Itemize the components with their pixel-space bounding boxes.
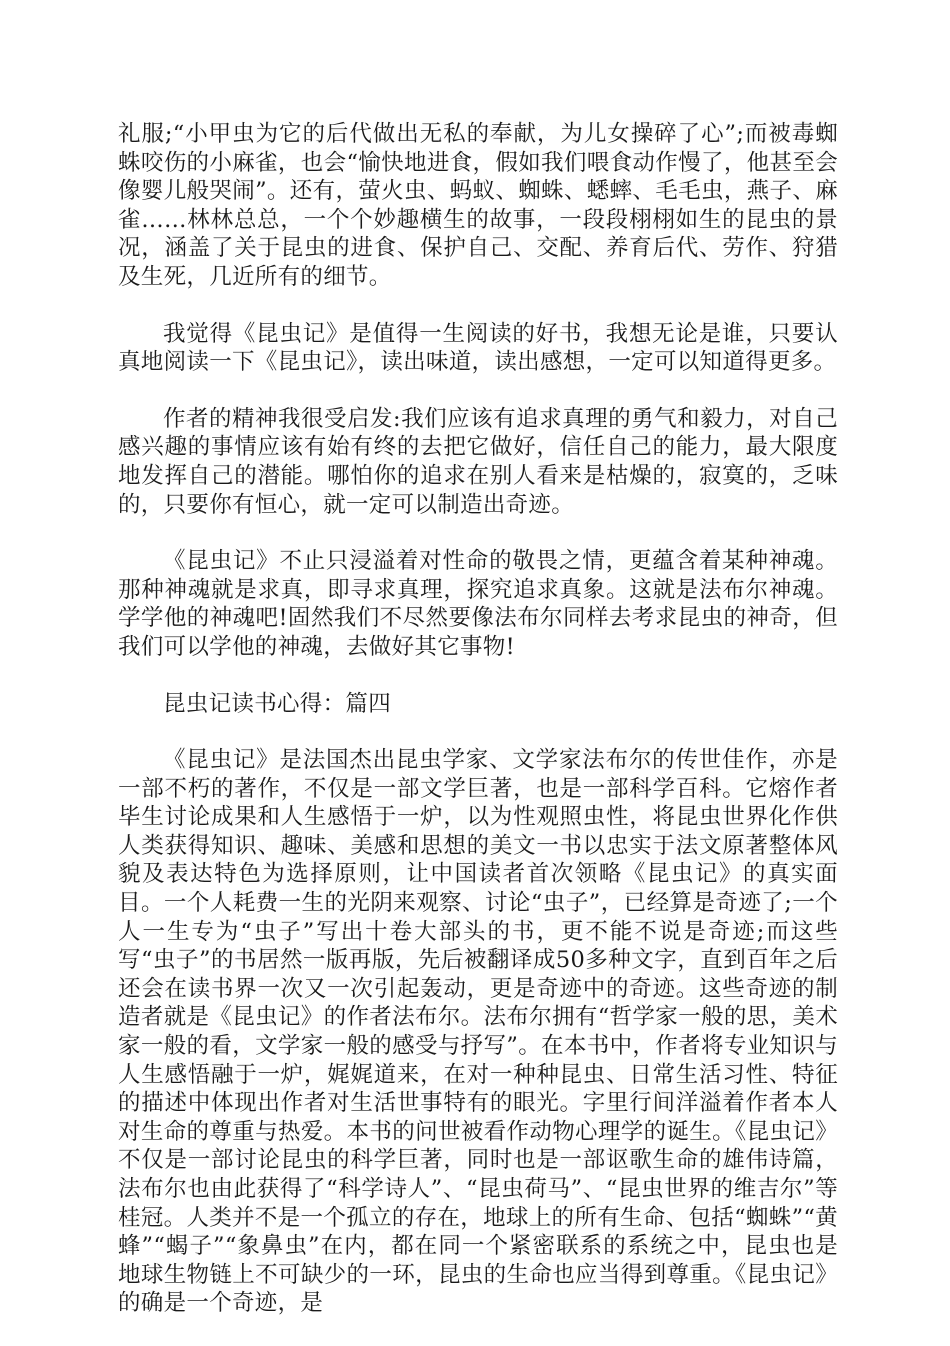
paragraph-continued: 礼服;“小甲虫为它的后代做出无私的奉献，为儿女操碎了心”;而被毒蜘蛛咬伤的小麻雀，也会“愉快地进食，假如我们喂食动作慢了，他甚至会像婴儿般哭闹”。还有，萤火虫、蚂蚁、蜘蛛、蟋蟀、毛毛虫，燕子、麻雀……林林总总，一个个妙趣横生的故事，一段段栩栩如生的昆虫的景况，涵盖了关于昆虫的进食、保护自己、交配、养育后代、劳作、狩猎及生死，几近所有的细节。 xyxy=(118,121,838,290)
document-body xyxy=(118,120,838,1346)
paragraph-recommendation: 我觉得《昆虫记》是值得一生阅读的好书，我想无论是谁，只要认真地阅读一下《昆虫记》，读出味道，读出感想，一定可以知道得更多。 xyxy=(118,320,838,376)
paragraph-inspiration: 作者的精神我很受启发:我们应该有追求真理的勇气和毅力，对自己感兴趣的事情应该有始有终的去把它做好，信任自己的能力，最大限度地发挥自己的潜能。哪怕你的追求在别人看来是枯燥的，寂寞的，乏味的，只要你有恒心，就一定可以制造出奇迹。 xyxy=(118,405,838,518)
paragraph-intro-fabre: 《昆虫记》是法国杰出昆虫学家、文学家法布尔的传世佳作，亦是一部不朽的著作，不仅是一部文学巨著，也是一部科学百科。它熔作者毕生讨论成果和人生感悟于一炉，以为性观照虫性，将昆虫世界化作供人类获得知识、趣味、美感和思想的美文一书以忠实于法文原著整体风貌及表达特色为选择原则，让中国读者首次领略《昆虫记》的真实面目。一个人耗费一生的光阴来观察、讨论“虫子”，已经算是奇迹了;一个人一生专为“虫子”写出十卷大部头的书，更不能不说是奇迹;而这些写“虫子”的书居然一版再版，先后被翻译成50多种文字，直到百年之后还会在读书界一次又一次引起轰动，更是奇迹中的奇迹。这些奇迹的制造者就是《昆虫记》的作者法布尔。法布尔拥有“哲学家一般的思，美术家一般的看，文学家一般的感受与抒写”。在本书中，作者将专业知识与人生感悟融于一炉，娓娓道来，在对一种种昆虫、日常生活习性、特征的描述中体现出作者对生活世事特有的眼光。字里行间洋溢着作者本人对生命的尊重与热爱。本书的问世被看作动物心理学的诞生。《昆虫记》不仅是一部讨论昆虫的科学巨著，同时也是一部讴歌生命的雄伟诗篇，法布尔也由此获得了“科学诗人”、“昆虫荷马”、“昆虫世界的维吉尔”等桂冠。人类并不是一个孤立的存在，地球上的所有生命、包括“蜘蛛”“黄蜂”“蝎子”“象鼻虫”在内，都在同一个紧密联系的系统之中，昆虫也是地球生物链上不可缺少的一环，昆虫的生命也应当得到尊重。《昆虫记》的确是一个奇迹，是 xyxy=(118,747,838,1317)
paragraph-spirit: 《昆虫记》不止只浸溢着对性命的敬畏之情，更蕴含着某种神魂。那种神魂就是求真，即寻求真理，探究追求真象。这就是法布尔神魂。学学他的神魂吧!固然我们不尽然要像法布尔同样去考求昆虫的神奇，但我们可以学他的神魂，去做好其它事物! xyxy=(118,548,838,660)
section-heading: 昆虫记读书心得：篇四 xyxy=(163,690,392,717)
